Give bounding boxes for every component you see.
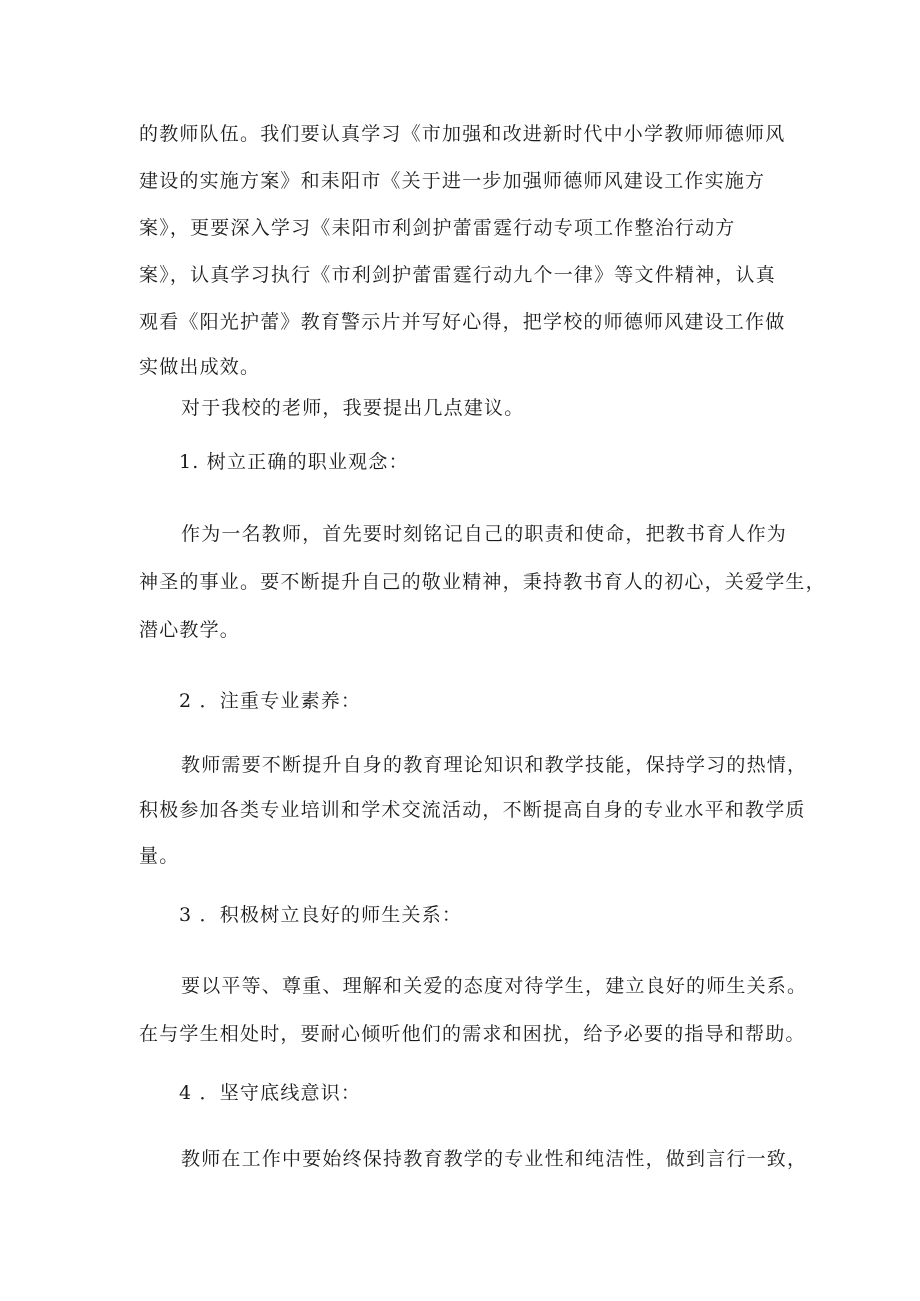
- section-1-line: 潜心教学。: [139, 619, 241, 641]
- paragraph-line: 实做出成效。: [139, 356, 261, 378]
- section-2-line: 积极参加各类专业培训和学术交流活动，不断提高自身的专业水平和教学质: [139, 799, 806, 821]
- section-2-line: 量。: [139, 845, 180, 867]
- section-heading-2: 2 ．注重专业素养：: [179, 690, 362, 712]
- section-1-line: 神圣的事业。要不断提升自己的敬业精神，秉持教书育人的初心，关爱学生，: [139, 571, 826, 593]
- section-heading-4: 4 ．坚守底线意识：: [179, 1082, 362, 1104]
- section-4-line: 教师在工作中要始终保持教育教学的专业性和纯洁性，做到言行一致，: [181, 1148, 808, 1170]
- section-heading-3: 3 ．积极树立良好的师生关系：: [179, 904, 463, 926]
- paragraph-line: 案》，认真学习执行《市利剑护蕾雷霆行动九个一律》等文件精神，认真: [139, 264, 776, 286]
- section-2-line: 教师需要不断提升自身的教育理论知识和教学技能，保持学习的热情，: [181, 754, 808, 776]
- intro-text: 对于我校的老师，我要提出几点建议。: [181, 397, 525, 419]
- paragraph-line: 观看《阳光护蕾》教育警示片并写好心得，把学校的师德师风建设工作做: [139, 311, 786, 333]
- section-3-line: 要以平等、尊重、理解和关爱的态度对待学生，建立良好的师生关系。: [181, 975, 808, 997]
- paragraph-line: 的教师队伍。我们要认真学习《市加强和改进新时代中小学教师师德师风: [139, 123, 786, 145]
- section-3-line: 在与学生相处时，要耐心倾听他们的需求和困扰，给予必要的指导和帮助。: [139, 1023, 806, 1045]
- paragraph-line: 案》，更要深入学习《耒阳市利剑护蕾雷霆行动专项工作整治行动方: [139, 217, 736, 239]
- paragraph-line: 建设的实施方案》和耒阳市《关于进一步加强师德师风建设工作实施方: [139, 170, 766, 192]
- section-heading-1: 1. 树立正确的职业观念：: [179, 451, 409, 473]
- section-1-line: 作为一名教师，首先要时刻铭记自己的职责和使命，把教书育人作为: [181, 523, 788, 545]
